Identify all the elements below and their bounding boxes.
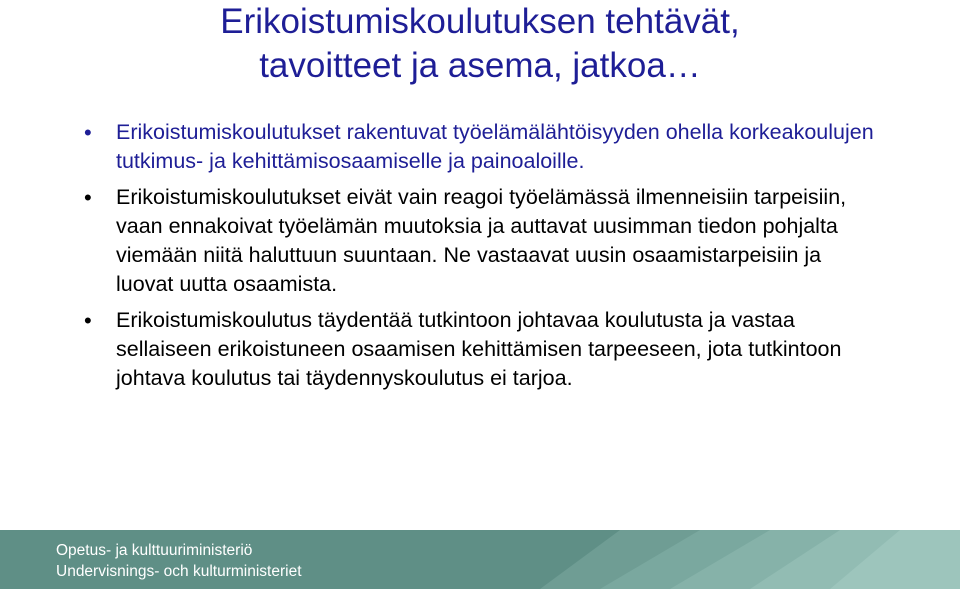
bullet-marker: • <box>84 120 92 145</box>
footer-stripes-graphic <box>540 530 960 589</box>
bullet-marker: • <box>84 308 92 333</box>
bullet-item-2 <box>80 183 880 299</box>
bullet-text-2: Erikoistumiskoulutukset eivät vain reagoi työelämässä ilmenneisiin tarpeisiin, vaan ennakoivat työelämän muutoksia ja auttavat uusimman tiedon pohjalta viemään niitä haluttuun suuntaan. Ne vastaavat uusin osaamistarpeisiin ja luovat uutta osaamista. <box>116 185 847 296</box>
slide-title-line-1: Erikoistumiskoulutuksen tehtävät, <box>220 2 740 41</box>
slide-title-line-2: tavoitteet ja asema, jatkoa… <box>259 46 701 85</box>
bullet-item-3 <box>80 306 880 393</box>
footer-bar <box>0 530 960 589</box>
bullet-marker: • <box>84 185 92 210</box>
footer-decoration <box>540 530 960 589</box>
bullet-text-1: Erikoistumiskoulutukset rakentuvat työelämälähtöisyyden ohella korkeakoulujen tutkimus- ja kehittämisosaamiselle ja painoaloille. <box>116 120 874 173</box>
ministry-name-swedish: Undervisnings- och kulturministeriet <box>56 563 302 580</box>
slide-title <box>140 0 820 88</box>
bullet-text-3: Erikoistumiskoulutus täydentää tutkintoon johtavaa koulutusta ja vastaa sellaiseen erikoistuneen osaamisen kehittämisen tarpeeseen, jota tutkintoon johtava koulutus tai täydennyskoulutus ei tarjoa. <box>116 308 842 390</box>
bullet-item-1 <box>80 118 880 176</box>
bullet-list <box>80 118 880 400</box>
ministry-name-finnish: Opetus- ja kulttuuriministeriö <box>56 542 253 559</box>
